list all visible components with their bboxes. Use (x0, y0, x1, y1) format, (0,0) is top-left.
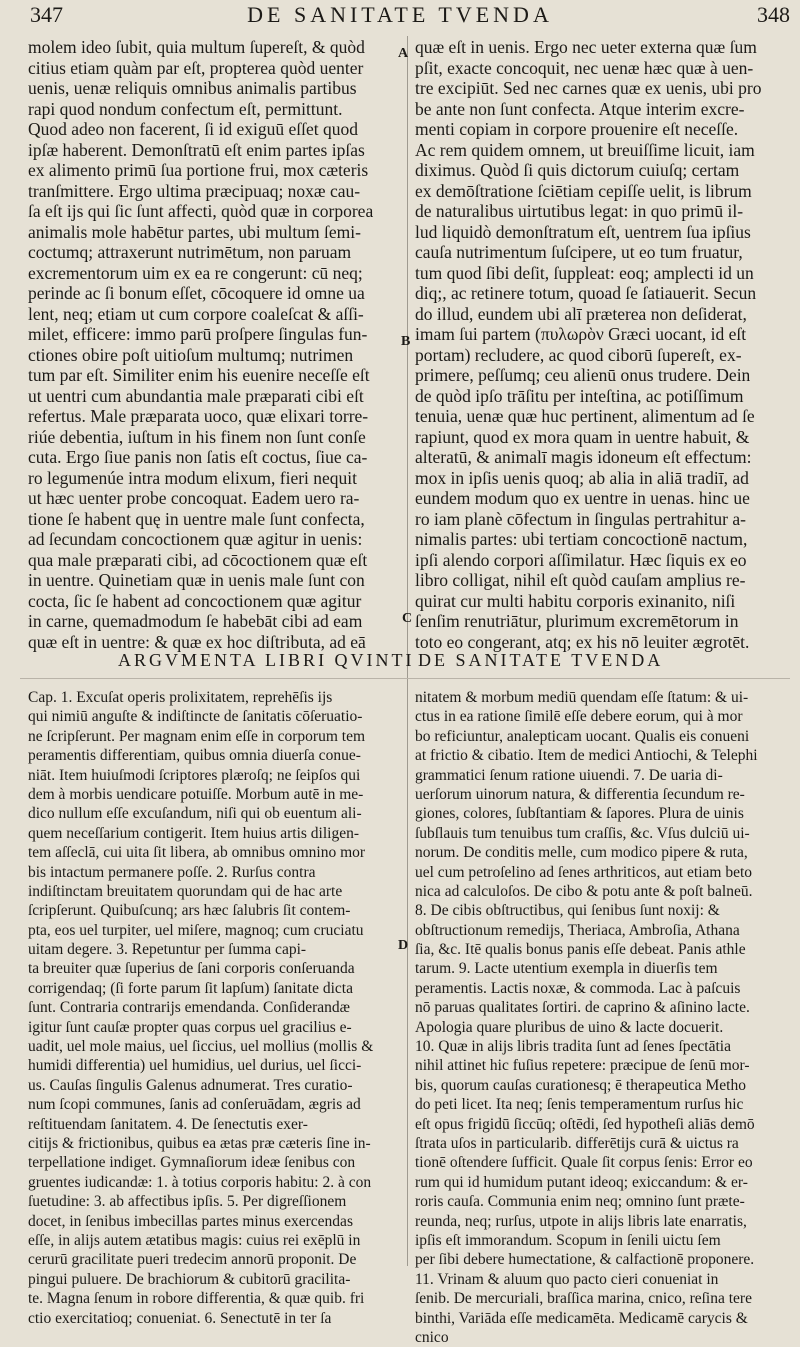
text-line: docet, in ſenibus imbecillas partes minus exercendas (28, 1212, 353, 1230)
text-column-top-left (28, 37, 398, 652)
text-line: tum par eſt. Similiter enim his euenire neceſſe eſt (28, 365, 370, 385)
text-line: ut hæc uenter probe concoquat. Eadem uero ra- (28, 488, 360, 508)
text-line: coctumq; attraxerunt nutrimētum, non paruam (28, 242, 352, 262)
text-line: ipſi alendo corpori aſſimilatur. Hæc ſiquis ex eo (415, 549, 747, 570)
text-line: in uentre. Quinetiam quæ in uenis male ſunt con (28, 570, 365, 590)
text-line: obſtructionum remedijs, Theriaca, Ambroſia, Athana (415, 921, 740, 939)
text-line: 8. De cibis obſtructibus, qui ſenibus ſunt noxij: & (415, 902, 720, 920)
text-line: peramentis. Lactis noxæ, & commoda. Lac à paſcuis (415, 979, 741, 997)
text-line: rapiunt, quod ex mora quam in uentre habuit, & (415, 426, 750, 447)
text-line: ex alimento primū ſua portione frui, mox cæteris (28, 160, 369, 180)
text-line: uerſorum uinorum natura, & differentia ſecundum re- (415, 785, 745, 803)
text-line: Ac rem quidem omnem, ut breuiſſime licuit, iam (415, 139, 755, 160)
text-line: animalis mole habētur partes, ubi multum ſemi- (28, 221, 361, 242)
margin-letter-a: A (398, 46, 409, 61)
text-line: nihil attinet hic fuſius repetere: præcipue de ſenū mor- (415, 1057, 750, 1075)
text-line: rapi quod nondum confectum eſt, permittunt. (28, 98, 343, 119)
text-line: mox in ipſis uenis quoq; ab alia in aliā tradiī, ad (415, 467, 749, 488)
text-line: binthi, Variāda eſſe medicamēta. Medicamē carycis & (415, 1309, 748, 1327)
text-line: primere, peſſumq; ceu alienū onus trudere. Dein (415, 365, 751, 385)
text-line: de quòd ipſo trāſitu per inteſtina, ac potiſſimum (415, 385, 744, 406)
text-line: nitatem & morbum mediū quendam eſſe ſtatum: & ui- (415, 689, 749, 706)
text-line: tre excipiūt. Sed nec carnes quæ ex uenis, ubi pro (415, 78, 762, 98)
text-line: igitur ſunt cauſæ propter quas corpus uel gracilius e- (28, 1018, 352, 1036)
text-line: portam) recludere, ac quod ciborū ſupereſt, ex- (415, 344, 742, 365)
text-line: refertus. Male præparata uoco, quæ elixari torre- (28, 406, 369, 426)
text-column-bottom-right (415, 688, 787, 1347)
text-line: qua male præparati cibi, ad cōcoctionem quæ eſt (28, 549, 368, 570)
text-line: quem neceſſarium contigerit. Item huius artis diligen- (28, 824, 360, 842)
text-line: ipſæ haberent. Demonſtratū eſt enim partes ipſas (28, 139, 365, 160)
text-line: ctio exercitatioq; conueniat. 6. Senectutē in ter ſa (28, 1309, 332, 1327)
text-line: imam ſui partem (πυλωρὸν Græci uocant, id eſt (415, 324, 747, 344)
text-line: do peti licet. Ita neq; ſenis temperamentum rurſus hic (415, 1096, 744, 1114)
text-line: uel cum petroſelino ad ſenes arthriticos, aut etiam beto (415, 863, 753, 881)
text-line: indiſtinctam breuitatem quorundam qui de hac arte (28, 882, 343, 900)
text-line: be ante non ſunt confecta. Atque interim excre- (415, 98, 745, 119)
text-line: tenuia, uenæ quæ huc pertinent, alimentum ad ſe (415, 406, 755, 426)
text-line: tione ſe habent quę in uentre male ſunt confecta, (28, 508, 365, 529)
text-line: ut uentri cum abundantia male præparati cibi eſt (28, 385, 364, 406)
text-line: bis intactum permanere poſſe. 2. Rurſus contra (28, 863, 316, 881)
text-line: Cap. 1. Excuſat operis prolixitatem, reprehēſis ijs (28, 689, 333, 706)
text-line: cuta. Ergo ſiue panis non ſatis eſt coctus, ſiue ca- (28, 447, 368, 467)
text-line: niāt. Item huiuſmodi ſcriptores plæroſq; ne ſeipſos qui (28, 766, 361, 784)
text-line: cerurū gracilitate pueri tredecim annorū proponit. De (28, 1251, 357, 1269)
text-column-top-right (415, 37, 785, 652)
text-line: ex demōſtratione ſciētiam cepiſſe uelit, is librum (415, 180, 752, 201)
text-line: eſt opus frigidū ſiccūq; oſtēdi, ſed hypotheſi aliās demō (415, 1115, 755, 1133)
text-line: pingui puluere. De brachiorum & cubitorū gracilita- (28, 1270, 351, 1288)
text-line: quæ eſt in uentre: & quæ ex hoc diſtributa, ad eā (28, 631, 366, 652)
text-line: norum. De conditis melle, cum modico pipere & ruta, (415, 844, 748, 862)
text-line: tionē oſtendere ſufficit. Quale ſit corpus ſenis: Error eo (415, 1154, 753, 1172)
text-line: citijs & frictionibus, quibus ea ætas præ cæteris ſine in- (28, 1134, 371, 1152)
text-line: uitam degere. 3. Repetuntur per ſumma capi- (28, 941, 307, 959)
text-line: cocta, ſic ſe habent ad concoctionem quæ agitur (28, 590, 362, 611)
text-line: pta, eos uel turpiter, uel miſere, magnoq; cum cruciatu (28, 921, 364, 939)
text-line: dico nullum eſſe excuſandum, niſi qui ob euentum ali- (28, 805, 362, 823)
text-line: menti copiam in corpore prouenire eſt neceſſe. (415, 119, 739, 139)
text-line: giones, colores, ſubſtantiam & ſapores. Plura de uinis (415, 805, 744, 823)
text-line: Apologia quare pluribus de uino & lacte docuerit. (415, 1018, 724, 1036)
text-line: tem aſſeclā, cui uita ſit libera, ab omnibus omnino mor (28, 844, 366, 862)
text-line: toto eo congerant, atq; ex his nō leuiter ægrotēt. (415, 631, 750, 652)
text-line: rum qui id humidum putant ideoq; exiccandum: & er- (415, 1173, 748, 1191)
text-line: ne ſcripſerunt. Per magnam enim eſſe in corporum tem (28, 727, 366, 745)
text-line: diximus. Quòd ſi quis dictorum cuiuſq; certam (415, 160, 740, 180)
text-line: reunda, neq; rurſus, utpote in alijs libris late enarratis, (415, 1212, 747, 1230)
text-line: te. Magna ſenum in robore differentia, & quæ quib. fri (28, 1290, 365, 1308)
text-line: nimalis partes: ubi tertiam concoctionē nactum, (415, 529, 748, 549)
text-line: ſcripſerunt. Quibuſcunq; ars hæc ſalubris ſit contem- (28, 902, 351, 920)
text-line: ſuetudine: 3. ab affectibus ipſis. 5. Per digreſſionem (28, 1193, 347, 1211)
text-line: ſubſlauis tum tenuibus tum craſſis, &c. Vſus dulciū ui- (415, 824, 750, 842)
text-line: milet, efficere: immo parū proſpere ſingulas fun- (28, 324, 368, 344)
text-line: gruentes iudicandæ: 1. à totius corporis habitu: 2. à con (28, 1173, 372, 1191)
text-line: quirat cur multi habitu corporis exinanito, niſi (415, 590, 736, 611)
text-line: eundem modum quo ex uentre in uenas. hinc ue (415, 488, 750, 508)
text-line: per ſibi debere humectatione, & calfactionē proponere. (415, 1251, 755, 1269)
text-line: 10. Quæ in alijs libris tradita ſunt ad ſenes ſpectātia (415, 1038, 731, 1056)
text-line: ta breuiter quæ ſuperius de ſani corporis conſeruanda (28, 960, 355, 978)
text-line: nica ad calculoſos. De cibo & potu ante & poſt balneū. (415, 882, 753, 900)
section-title-left: ARGVMENTA LIBRI QVINTI (118, 650, 415, 670)
text-line: bo reficiuntur, analepticam uocant. Qualis eis conueni (415, 727, 750, 745)
text-line: at frictio & cibatio. Item de medici Antiochi, & Telephi (415, 747, 758, 765)
text-line: humidi differentia) uel humidius, uel durius, uel ſicci- (28, 1057, 362, 1075)
text-line: tarum. 9. Lacte utentium exempla in diuerſis tem (415, 960, 718, 978)
text-line: ſa eſt ijs qui ſic ſunt affecti, quòd quæ in corporea (28, 201, 374, 221)
text-line: perinde ac ſi bonum eſſet, cōcoquere id omne ua (28, 283, 365, 303)
text-line: roris cauſa. Communia enim neq; omnino ſunt præte- (415, 1193, 745, 1211)
text-line: diq;, ac retinere totum, quoad ſe ſatiauerit. Secun (415, 283, 757, 303)
text-line: ſenib. De mercuriali, braſſica marina, cnico, reſina tere (415, 1290, 752, 1308)
text-line: quæ eſt in uenis. Ergo nec ueter externa quæ ſum (415, 37, 757, 57)
text-line: bis, quorum cauſas curationesq; ē therapeutica Metho (415, 1076, 746, 1094)
section-rule (20, 678, 790, 679)
text-line: tranſmittere. Ergo ultima præcipuaq; noxæ cau- (28, 180, 361, 201)
text-line: ſia, &c. Itē qualis bonus panis eſſe debeat. Panis athle (415, 941, 746, 959)
section-title-right: DE SANITATE TVENDA (418, 650, 664, 670)
text-line: Quod adeo non facerent, ſi id exiguū eſſet quod (28, 119, 358, 139)
text-line: ctiones obire poſt uitioſum multumq; nutrimen (28, 344, 354, 365)
text-line: in carne, quemadmodum ſe habebāt cibi ad eam (28, 611, 363, 631)
text-line: tum quod ſibi deſit, ſuppleat: eoq; amplecti id un (415, 262, 754, 283)
text-line: us. Cauſas ſingulis Galenus adnumerat. Tres curatio- (28, 1076, 353, 1094)
page-number-right: 348 (757, 2, 790, 27)
margin-letter-d: D (398, 938, 409, 953)
text-line: ſenſim renutriātur, plurimum excremētorum in (415, 611, 739, 631)
margin-letter-c: C (402, 611, 413, 626)
text-line: cauſa nutrimentum ſuſcipere, ut eo tum fruatur, (415, 242, 743, 262)
text-line: excrementorum uim ex ea re congerunt: cū neq; (28, 262, 363, 283)
text-line: de naturalibus uirtutibus legat: in quo primū il- (415, 201, 744, 221)
text-line: lud liquidò demonſtratum eſt, uentrem ſua ipſius (415, 221, 751, 242)
text-line: pſit, exacte concoquit, nec uenæ hæc quæ à uen- (415, 57, 754, 78)
text-line: terpellatione indiget. Gymnaſiorum ideæ ſenibus con (28, 1154, 356, 1172)
text-line: ſtrata uſos in particularib. differētijs curā & uictus ra (415, 1134, 739, 1152)
text-line: qui nimiū anguſte & indiſtincte de ſanitatis cōſeruatio- (28, 708, 363, 726)
text-line: citius etiam quàm par eſt, propterea quòd uenter (28, 57, 364, 78)
text-line: ctus in ea ratione ſimilē eſſe debere eorum, qui à mor (415, 708, 743, 726)
text-line: do illud, eundem ubi alī præterea non deſiderat, (415, 303, 747, 324)
text-line: cnico (415, 1328, 449, 1346)
text-line: nō paruas qualitates ſortiri. de caprino & aſinino lacte. (415, 999, 750, 1017)
text-line: 11. Vrinam & aluum quo pacto cieri conueniat in (415, 1270, 719, 1288)
text-line: lent, neq; etiam ut cum corpore coaleſcat & aſſi- (28, 303, 364, 324)
text-line: uadit, uel mole maius, uel ſiccius, uel mollius (mollis & (28, 1038, 374, 1056)
text-line: libro colligat, nihil eſt quòd cauſam amplius re- (415, 570, 746, 590)
text-line: ad ſecundam concoctionem quæ agitur in uenis: (28, 529, 363, 549)
text-line: ipſis eſt immorandum. Scopum in ſenili uictu ſem (415, 1231, 721, 1249)
text-line: dem à morbis uendicare potuiſſe. Morbum autē in me- (28, 785, 364, 803)
margin-letter-b: B (401, 334, 411, 349)
text-line: grammatici ſenum ratione uiuendi. 7. De uaria di- (415, 766, 723, 784)
text-line: ſunt. Contraria contrarijs emendanda. Conſiderandæ (28, 999, 350, 1017)
text-line: molem ideo ſubit, quia multum ſupereſt, & quòd (28, 37, 365, 57)
running-header (0, 0, 800, 32)
text-line: num ſcopi communes, ſanis ad conſeruādam, ægris ad (28, 1096, 361, 1114)
text-line: reſtituendam ſanitatem. 4. De ſenectutis exer- (28, 1115, 308, 1133)
page-number-left: 347 (30, 2, 63, 27)
running-title: DE SANITATE TVENDA (247, 2, 553, 27)
text-line: peramentis differentiam, quibus omnia diuerſa conue- (28, 747, 361, 765)
text-line: uenis, uenæ reliquis omnibus animalis partibus (28, 78, 357, 98)
text-line: ro legumenúe intra modum elixum, fieri nequit (28, 467, 358, 488)
text-line: ro iam planè cōfectum in ſingulas pertrahitur a- (415, 508, 746, 529)
text-line: riúe debentia, iuſtum in his finem non ſunt conſe (28, 426, 366, 447)
text-line: eſſe, in alijs autem ætatibus magis: cuius rei exēplū in (28, 1231, 361, 1249)
text-line: corrigendaq; (ſi forte parum ſit lapſum) ſanitate dicta (28, 979, 353, 997)
text-line: alteratū, & animalī magis idoneum eſt effectum: (415, 447, 752, 467)
text-column-bottom-left (28, 688, 398, 1328)
